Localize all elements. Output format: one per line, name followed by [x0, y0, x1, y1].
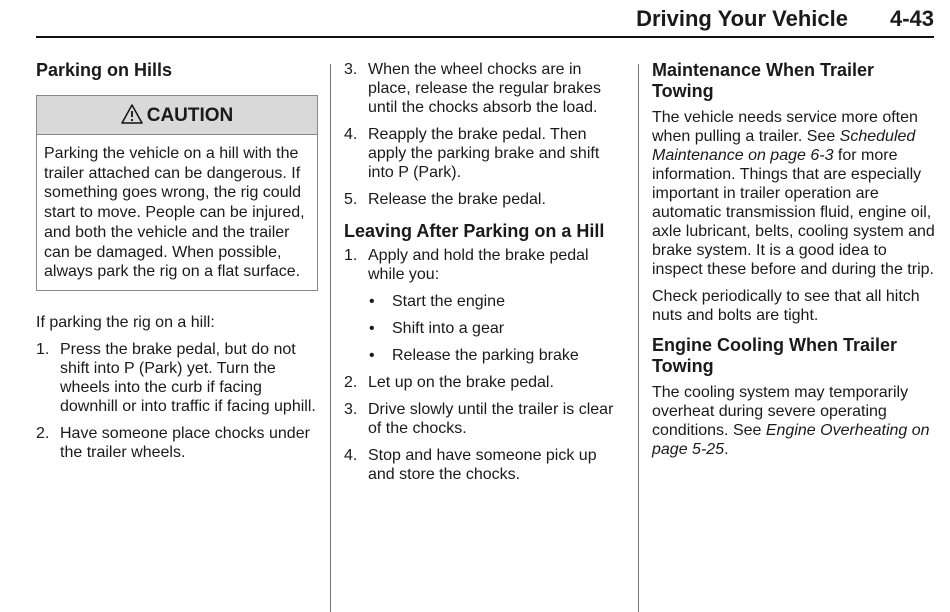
warning-triangle-icon [121, 99, 143, 139]
leaving-steps [344, 246, 622, 284]
caution-text: Parking the vehicle on a hill with the trailer attached can be dangerous. If something goes wrong, the rig could start to move. People can be injured, and both the vehicle and the trailer can be damaged. When possible, always park the rig on a flat surface. [44, 145, 305, 281]
section-heading-leaving-after-parking: Leaving After Parking on a Hill [344, 221, 605, 241]
leaving-steps-continued [344, 373, 622, 484]
maintenance-check-paragraph: Check periodically to see that all hitch nuts and bolts are tight. [652, 288, 920, 324]
column-1 [36, 60, 318, 462]
column-3 [652, 60, 938, 459]
bullet-icon: • [369, 347, 375, 364]
parking-steps-continued [344, 60, 622, 209]
list-item: 5. Release the brake pedal. [344, 191, 546, 208]
maintenance-paragraph: The vehicle needs service more often when pulling a trailer. See Scheduled Maintenance on page 6-3 for more information. Things that are especially important in trailer operation are automatic transmission fluid, engine oil, axle lubricant, belts, cooling system and brake system. It is a good idea to inspect these before and during the trip. [652, 109, 935, 278]
section-heading-parking-on-hills: Parking on Hills [36, 60, 173, 80]
chapter-title: Driving Your Vehicle [636, 6, 848, 31]
column-divider [330, 64, 331, 612]
list-item: 3. Drive slowly until the trailer is clear of the chocks. [344, 401, 614, 437]
page-number: 4-43 [889, 6, 934, 31]
cross-reference-link: Scheduled Maintenance on page 6-3 [652, 128, 916, 164]
list-item: 2. Have someone place chocks under the trailer wheels. [36, 424, 310, 461]
list-item: 1. Apply and hold the brake pedal while you: [344, 247, 589, 283]
list-item: 4. Stop and have someone pick up and store the chocks. [344, 447, 597, 483]
column-2 [344, 60, 622, 484]
list-item: 3. When the wheel chocks are in place, release the regular brakes until the chocks absorb the load. [344, 61, 602, 116]
section-heading-maintenance: Maintenance When Trailer Towing [652, 60, 875, 101]
list-item: 4. Reapply the brake pedal. Then apply the parking brake and shift into P (Park). [344, 126, 600, 181]
list-item: • Start the engine [369, 293, 505, 310]
column-divider [638, 64, 639, 612]
page-header [36, 0, 934, 38]
list-item: 2. Let up on the brake pedal. [344, 374, 554, 391]
parking-intro: If parking the rig on a hill: [36, 313, 215, 331]
caution-header [37, 96, 317, 135]
list-item: • Shift into a gear [369, 320, 505, 337]
bullet-icon: • [369, 320, 375, 337]
section-heading-engine-cooling: Engine Cooling When Trailer Towing [652, 335, 898, 376]
leaving-bullets [344, 292, 622, 365]
caution-label: CAUTION [146, 105, 234, 126]
list-item: • Release the parking brake [369, 347, 579, 364]
cooling-paragraph: The cooling system may temporarily overheat during severe operating conditions. See Engine Overheating on page 5-25. [652, 384, 930, 458]
parking-steps [36, 340, 318, 462]
cross-reference-link: Engine Overheating on page 5-25 [652, 422, 930, 458]
list-item: 1. Press the brake pedal, but do not shift into P (Park) yet. Turn the wheels into the curb if facing downhill or into traffic if facing uphill. [36, 340, 316, 415]
bullet-icon: • [369, 293, 375, 310]
caution-box [36, 95, 318, 291]
